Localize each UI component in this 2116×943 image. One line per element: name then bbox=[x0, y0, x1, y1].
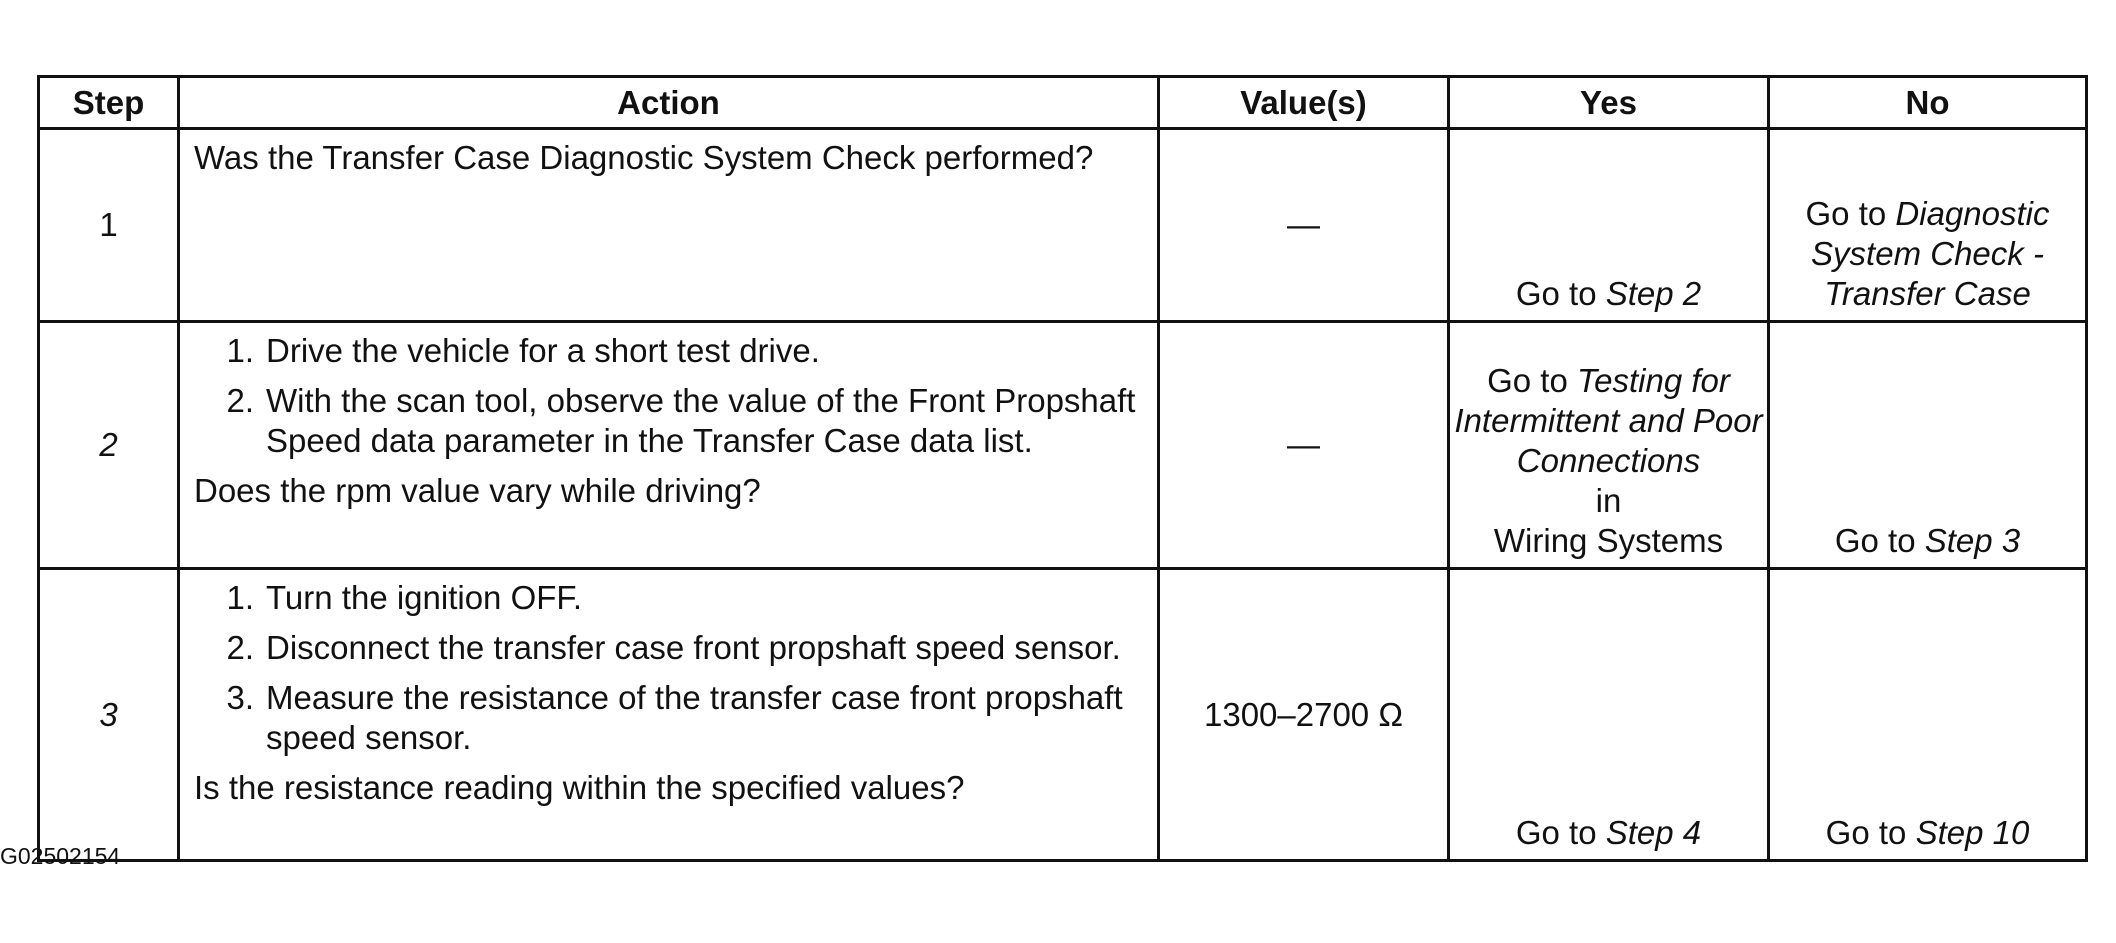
step-number: 2 bbox=[39, 322, 179, 569]
table-row bbox=[39, 322, 2087, 569]
list-item bbox=[194, 678, 1143, 758]
diagnostic-table bbox=[37, 75, 2088, 862]
yes-suffix-wiring: Wiring Systems bbox=[1493, 522, 1724, 559]
no-cell bbox=[1769, 569, 2087, 861]
step-number: 3 bbox=[39, 569, 179, 861]
no-link[interactable]: Diagnostic System Check - Transfer Case bbox=[1811, 195, 2050, 312]
yes-link[interactable]: Testing for Intermittent and Poor Connections bbox=[1454, 362, 1763, 479]
yes-prefix: Go to bbox=[1487, 362, 1577, 399]
no-prefix: Go to bbox=[1825, 814, 1916, 851]
yes-link[interactable]: Step 2 bbox=[1605, 275, 1702, 312]
header-action: Action bbox=[179, 77, 1159, 129]
value-cell: 1300–2700 Ω bbox=[1159, 569, 1449, 861]
list-item bbox=[194, 628, 1143, 668]
list-number: 2. bbox=[226, 382, 254, 419]
list-item bbox=[194, 578, 1143, 618]
no-link[interactable]: Step 3 bbox=[1924, 522, 2021, 559]
action-list bbox=[194, 331, 1143, 461]
table-row bbox=[39, 129, 2087, 322]
yes-cell bbox=[1449, 129, 1769, 322]
list-text: Turn the ignition OFF. bbox=[266, 579, 583, 616]
list-item bbox=[194, 381, 1143, 461]
action-cell bbox=[179, 322, 1159, 569]
yes-prefix: Go to bbox=[1515, 814, 1606, 851]
action-cell bbox=[179, 129, 1159, 322]
figure-id: G02502154 bbox=[0, 843, 121, 869]
no-prefix: Go to bbox=[1805, 195, 1896, 232]
list-text: Measure the resistance of the transfer case front propshaft speed sensor. bbox=[266, 679, 1123, 756]
no-link[interactable]: Step 10 bbox=[1915, 814, 2030, 851]
list-text: With the scan tool, observe the value of the Front Propshaft Speed data parameter in the Transfer Case data list. bbox=[266, 382, 1136, 459]
header-no: No bbox=[1769, 77, 2087, 129]
table-header-row bbox=[39, 77, 2087, 129]
list-text: Drive the vehicle for a short test drive. bbox=[266, 332, 820, 369]
list-text: Disconnect the transfer case front propshaft speed sensor. bbox=[266, 629, 1121, 666]
header-values: Value(s) bbox=[1159, 77, 1449, 129]
action-question: Was the Transfer Case Diagnostic System Check performed? bbox=[194, 139, 1094, 176]
table-row bbox=[39, 569, 2087, 861]
yes-cell bbox=[1449, 322, 1769, 569]
list-number: 2. bbox=[226, 629, 254, 666]
action-question: Is the resistance reading within the specified values? bbox=[194, 769, 965, 806]
step-number: 1 bbox=[39, 129, 179, 322]
action-cell bbox=[179, 569, 1159, 861]
yes-cell bbox=[1449, 569, 1769, 861]
action-question: Does the rpm value vary while driving? bbox=[194, 472, 761, 509]
yes-prefix: Go to bbox=[1515, 275, 1606, 312]
no-cell bbox=[1769, 322, 2087, 569]
list-number: 1. bbox=[226, 332, 254, 369]
no-cell bbox=[1769, 129, 2087, 322]
value-cell: — bbox=[1159, 129, 1449, 322]
value-cell: — bbox=[1159, 322, 1449, 569]
header-step: Step bbox=[39, 77, 179, 129]
yes-suffix-in: in bbox=[1595, 482, 1622, 519]
list-number: 1. bbox=[226, 579, 254, 616]
list-item bbox=[194, 331, 1143, 371]
list-number: 3. bbox=[226, 679, 254, 716]
no-prefix: Go to bbox=[1834, 522, 1925, 559]
yes-link[interactable]: Step 4 bbox=[1605, 814, 1702, 851]
action-list bbox=[194, 578, 1143, 758]
header-yes: Yes bbox=[1449, 77, 1769, 129]
